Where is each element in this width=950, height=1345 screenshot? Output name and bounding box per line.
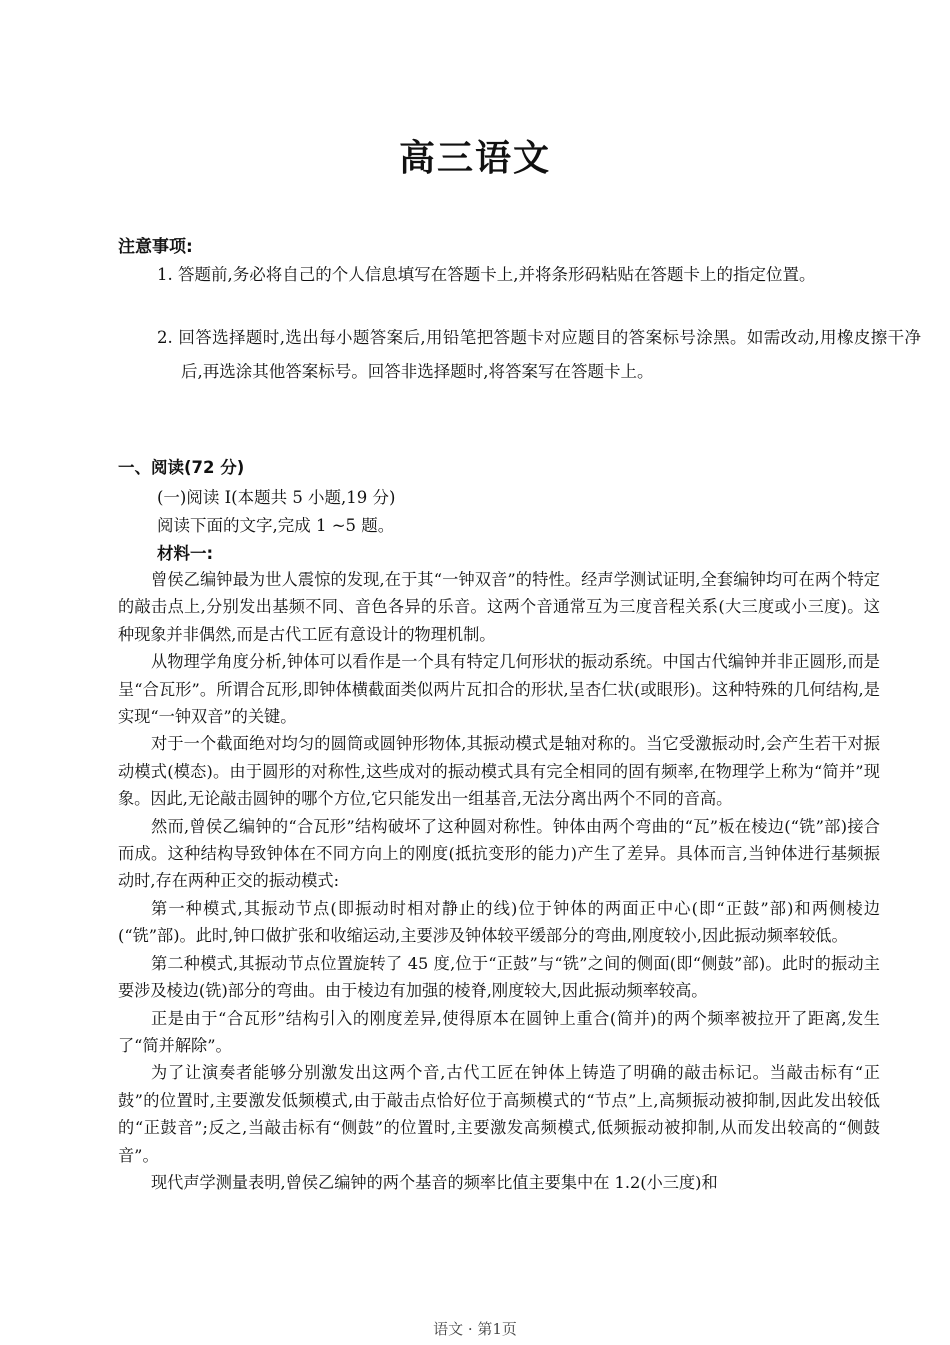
material-text	[118, 566, 880, 1196]
reading-instruction: 阅读下面的文字,完成 1 ~5 题。	[157, 516, 395, 535]
paragraph: 第一种模式,其振动节点(即振动时相对静止的线)位于钟体的两面正中心(即“正鼓”部)和两侧棱边(“铣”部)。此时,钟口做扩张和收缩运动,主要涉及钟体较平缓部分的弯曲,刚度较小,因此振动频率较低。	[118, 898, 880, 946]
material-heading: 材料一:	[157, 544, 214, 563]
notice-item-2: 2. 回答选择题时,选出每小题答案后,用铅笔把答题卡对应题目的答案标号涂黑。如需改动,用橡皮擦干净后,再选涂其他答案标号。回答非选择题时,将答案写在答题卡上。	[157, 328, 921, 381]
paragraph: 第二种模式,其振动节点位置旋转了 45 度,位于“正鼓”与“铣”之间的侧面(即“侧鼓”部)。此时的振动主要涉及棱边(铣)部分的弯曲。由于棱边有加强的棱脊,刚度较大,因此振动频率较高。	[118, 953, 880, 1001]
notice-heading: 注意事项:	[118, 237, 193, 257]
paragraph: 从物理学角度分析,钟体可以看作是一个具有特定几何形状的振动系统。中国古代编钟并非正圆形,而是呈“合瓦形”。所谓合瓦形,即钟体横截面类似两片瓦扣合的形状,呈杏仁状(或眼形)。这种特殊的几何结构,是实现“一钟双音”的关键。	[118, 652, 880, 727]
notice-item-1: 1. 答题前,务必将自己的个人信息填写在答题卡上,并将条形码粘贴在答题卡上的指定位置。	[157, 265, 816, 284]
paragraph: 现代声学测量表明,曾侯乙编钟的两个基音的频率比值主要集中在 1.2(小三度)和	[151, 1172, 718, 1192]
page-footer: 语文 · 第1页	[433, 1320, 517, 1338]
paragraph: 正是由于“合瓦形”结构引入的刚度差异,使得原本在圆钟上重合(简并)的两个频率被拉开了距离,发生了“简并解除”。	[118, 1008, 880, 1055]
paragraph: 对于一个截面绝对均匀的圆筒或圆钟形物体,其振动模式是轴对称的。当它受激振动时,会产生若干对振动模式(模态)。由于圆形的对称性,这些成对的振动模式具有完全相同的固有频率,在物理学上称为“简并”现象。因此,无论敲击圆钟的哪个方位,它只能发出一组基音,无法分离出两个不同的音高。	[118, 734, 880, 809]
section-heading: 一、阅读(72 分)	[118, 458, 245, 477]
reading-subheading: (一)阅读 I(本题共 5 小题,19 分)	[157, 488, 396, 507]
page-title: 高三语文	[398, 138, 551, 179]
paragraph: 为了让演奏者能够分别激发出这两个音,古代工匠在钟体上铸造了明确的敲击标记。当敲击标有“正鼓”的位置时,主要激发低频模式,由于敲击点恰好位于高频模式的“节点”上,高频振动被抑制,因此发出较低的“正鼓音”;反之,当敲击标有“侧鼓”的位置时,主要激发高频模式,低频振动被抑制,从而发出较高的“侧鼓音”。	[118, 1063, 880, 1165]
paragraph: 然而,曾侯乙编钟的“合瓦形”结构破坏了这种圆对称性。钟体由两个弯曲的“瓦”板在棱边(“铣”部)接合而成。这种结构导致钟体在不同方向上的刚度(抵抗变形的能力)产生了差异。具体而言,当钟体进行基频振动时,存在两种正交的振动模式:	[118, 816, 880, 891]
paragraph: 曾侯乙编钟最为世人震惊的发现,在于其“一钟双音”的特性。经声学测试证明,全套编钟均可在两个特定的敲击点上,分别发出基频不同、音色各异的乐音。这两个音通常互为三度音程关系(大三度或小三度)。这种现象并非偶然,而是古代工匠有意设计的物理机制。	[118, 570, 880, 644]
